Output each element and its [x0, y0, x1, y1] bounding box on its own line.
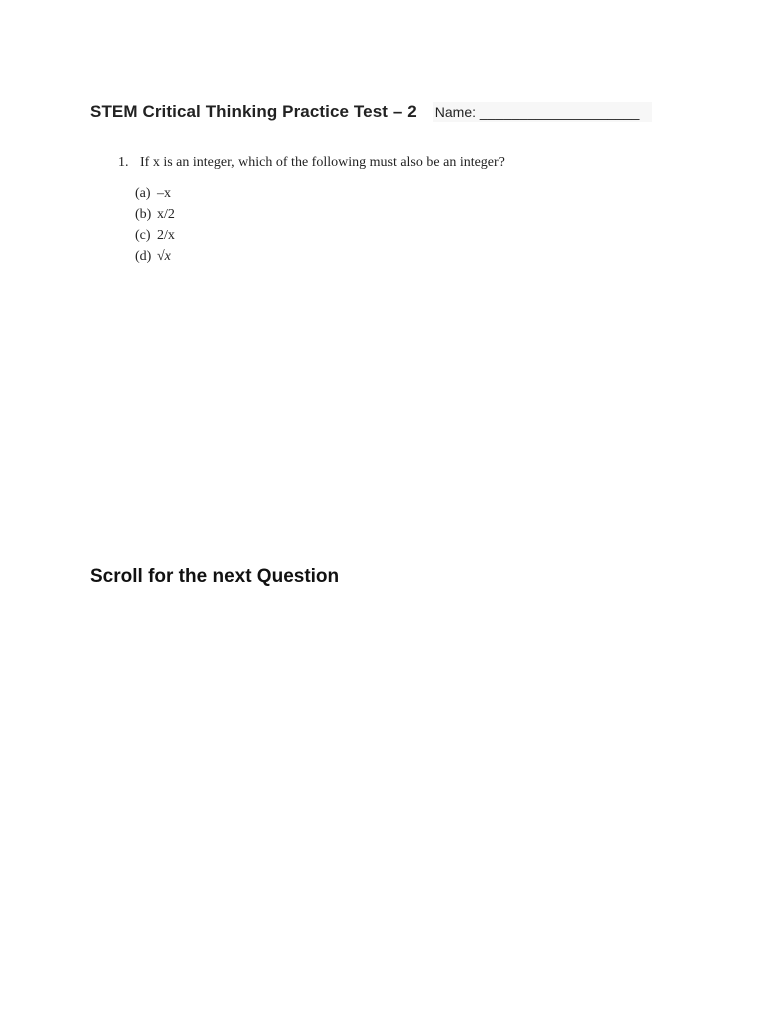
name-label: Name: [434, 104, 480, 120]
answer-options [135, 183, 175, 267]
option-letter: (d) [135, 249, 152, 264]
option-value: √x [157, 249, 171, 264]
option-value: –x [157, 186, 171, 201]
option-d [135, 246, 175, 267]
question-number: 1. [118, 155, 129, 170]
option-value: x/2 [157, 207, 175, 222]
name-blank-line: ____________________ [479, 104, 640, 120]
question-1 [118, 155, 505, 171]
option-c [135, 225, 175, 246]
question-text: If x is an integer, which of the following must also be an integer? [140, 155, 505, 170]
option-letter: (b) [135, 207, 152, 222]
test-header [90, 102, 652, 122]
option-letter: (c) [135, 228, 151, 243]
test-title: STEM Critical Thinking Practice Test – 2 [90, 102, 417, 121]
option-letter: (a) [135, 186, 151, 201]
option-value: 2/x [157, 228, 175, 243]
scroll-instruction: Scroll for the next Question [90, 566, 340, 587]
option-b [135, 204, 175, 225]
name-field [433, 102, 652, 122]
option-a [135, 183, 175, 204]
